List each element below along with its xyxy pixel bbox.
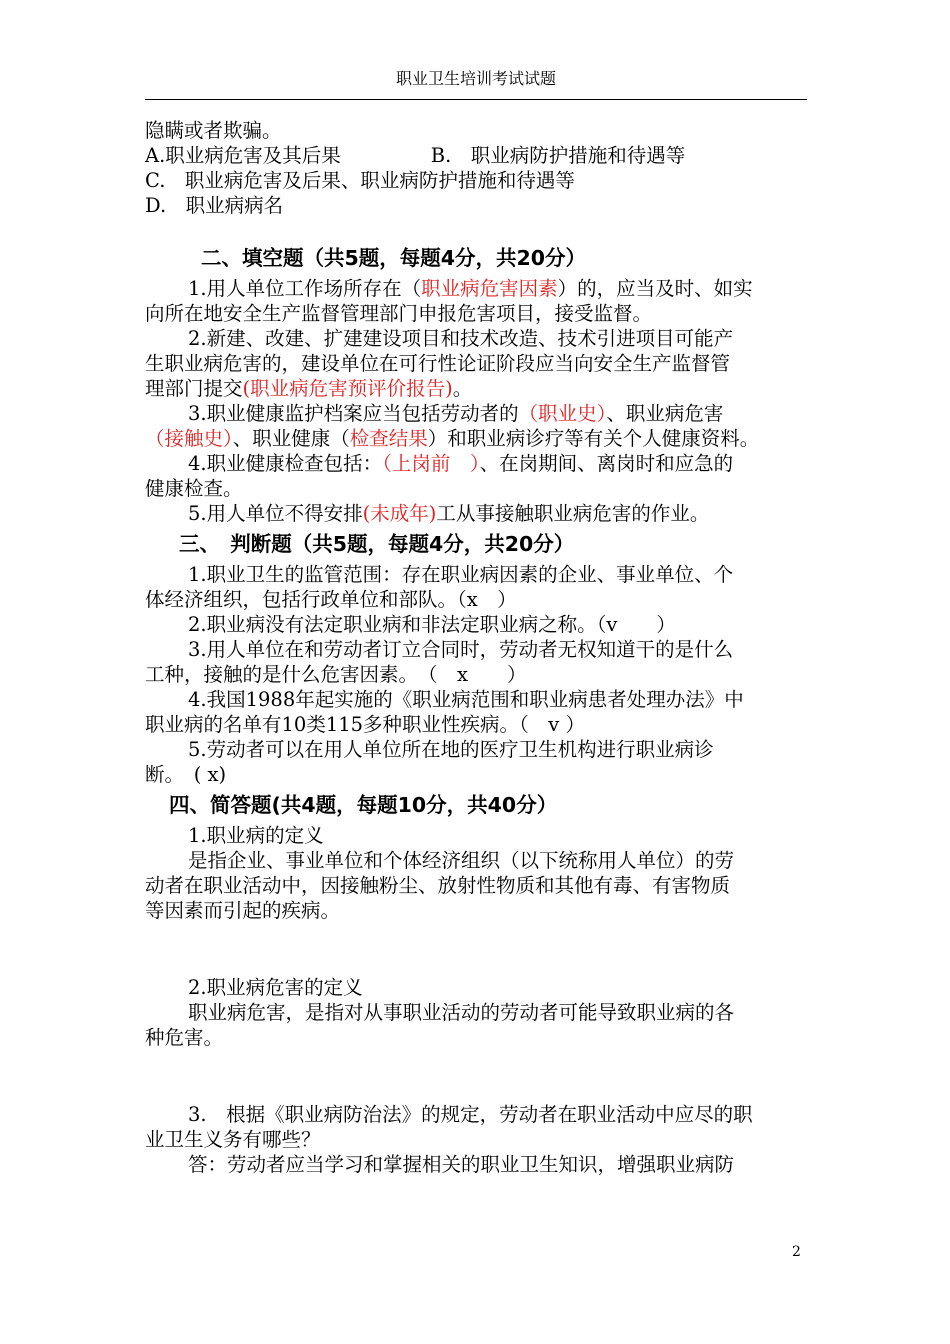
text: 、职业健康（ [232, 427, 350, 450]
section-heading-fill: 二、填空题（共5题，每题4分，共20分） [201, 246, 587, 270]
short-q1-title: 1.职业病的定义 [188, 824, 324, 847]
text: 5.用人单位不得安排 [188, 502, 363, 525]
judge-q1: 1.职业卫生的监管范围：存在职业病因素的企业、事业单位、个 [188, 563, 734, 586]
text: 4.职业健康检查包括： [188, 452, 383, 475]
judge-q3: 3.用人单位在和劳动者订立合同时，劳动者无权知道干的是什么 [188, 638, 734, 661]
fill-q4 [145, 451, 807, 476]
short-q3-title: 3. 根据《职业病防治法》的规定，劳动者在职业活动中应尽的职 [188, 1103, 753, 1126]
fill-q5 [145, 501, 807, 526]
text: 3.职业健康监护档案应当包括劳动者的 [188, 402, 519, 425]
text-line: 断。 ( x) [145, 763, 227, 786]
option-a: A.职业病危害及其后果 [145, 144, 341, 167]
text-line: 业卫生义务有哪些？ [145, 1128, 321, 1151]
answer: （接触史） [145, 427, 233, 450]
text-line: 动者在职业活动中，因接触粉尘、放射性物质和其他有毒、有害物质 [145, 874, 731, 897]
text: 。 [452, 377, 473, 400]
text-line: 健康检查。 [145, 477, 243, 500]
text-line: 职业病危害，是指对从事职业活动的劳动者可能导致职业病的各 [188, 1001, 735, 1024]
option-d: D. 职业病病名 [145, 194, 284, 217]
page-header-title: 职业卫生培训考试试题 [395, 69, 556, 88]
answer: (未成年) [362, 502, 437, 525]
page-number: 2 [792, 1244, 801, 1260]
text-line: 职业病的名单有10类115多种职业性疾病。（ v ） [145, 713, 585, 736]
text: 工从事接触职业病危害的作业。 [436, 502, 710, 525]
text-line: 生职业病危害的，建设单位在可行性论证阶段应当向安全生产监督管 [145, 352, 731, 375]
text-line: 是指企业、事业单位和个体经济组织（以下统称用人单位）的劳 [188, 849, 735, 872]
text: ）的，应当及时、如实 [557, 277, 753, 300]
text-line: 种危害。 [145, 1026, 224, 1049]
section-heading-judge: 三、 判断题（共5题，每题4分，共20分） [179, 532, 575, 556]
text-line: 隐瞒或者欺骗。 [145, 119, 282, 142]
text: 理部门提交 [145, 377, 243, 400]
answer: (职业病危害预评价报告) [242, 377, 453, 400]
text: 、在岗期间、离岗时和应急的 [479, 452, 734, 475]
answer: 检查结果 [349, 427, 428, 450]
judge-q5: 5.劳动者可以在用人单位所在地的医疗卫生机构进行职业病诊 [188, 738, 714, 761]
text: 、职业病危害 [606, 402, 724, 425]
judge-q2: 2.职业病没有法定职业病和非法定职业病之称。（v ） [188, 613, 676, 636]
text-line [145, 426, 807, 451]
option-c: C. 职业病危害及后果、职业病防护措施和待遇等 [145, 169, 575, 192]
text-line: 体经济组织，包括行政单位和部队。（x ） [145, 588, 517, 611]
option-row [145, 143, 807, 168]
document-body [145, 118, 807, 1177]
option-b: B. 职业病防护措施和待遇等 [430, 144, 686, 167]
section-heading-short: 四、简答题(共4题，每题10分，共40分） [169, 793, 558, 817]
text: 1.用人单位工作场所存在（ [188, 277, 422, 300]
header-rule [145, 99, 807, 100]
answer: （职业史） [518, 402, 607, 425]
judge-q4: 4.我国1988年起实施的《职业病范围和职业病患者处理办法》中 [188, 688, 744, 711]
fill-q1 [145, 276, 807, 301]
text-line: 答：劳动者应当学习和掌握相关的职业卫生知识，增强职业病防 [188, 1153, 735, 1176]
text-line: 等因素而引起的疾病。 [145, 899, 341, 922]
fill-q2: 2.新建、改建、扩建建设项目和技术改造、技术引进项目可能产 [188, 327, 734, 350]
text-line: 工种，接触的是什么危害因素。 （ x ） [145, 663, 527, 686]
fill-q3 [145, 401, 807, 426]
text: ）和职业病诊疗等有关个人健康资料。 [427, 427, 760, 450]
short-q2-title: 2.职业病危害的定义 [188, 976, 363, 999]
answer: （上岗前 ） [382, 452, 480, 475]
answer: 职业病危害因素 [421, 277, 558, 300]
text-line [145, 376, 807, 401]
text-line: 向所在地安全生产监督管理部门申报危害项目，接受监督。 [145, 302, 653, 325]
